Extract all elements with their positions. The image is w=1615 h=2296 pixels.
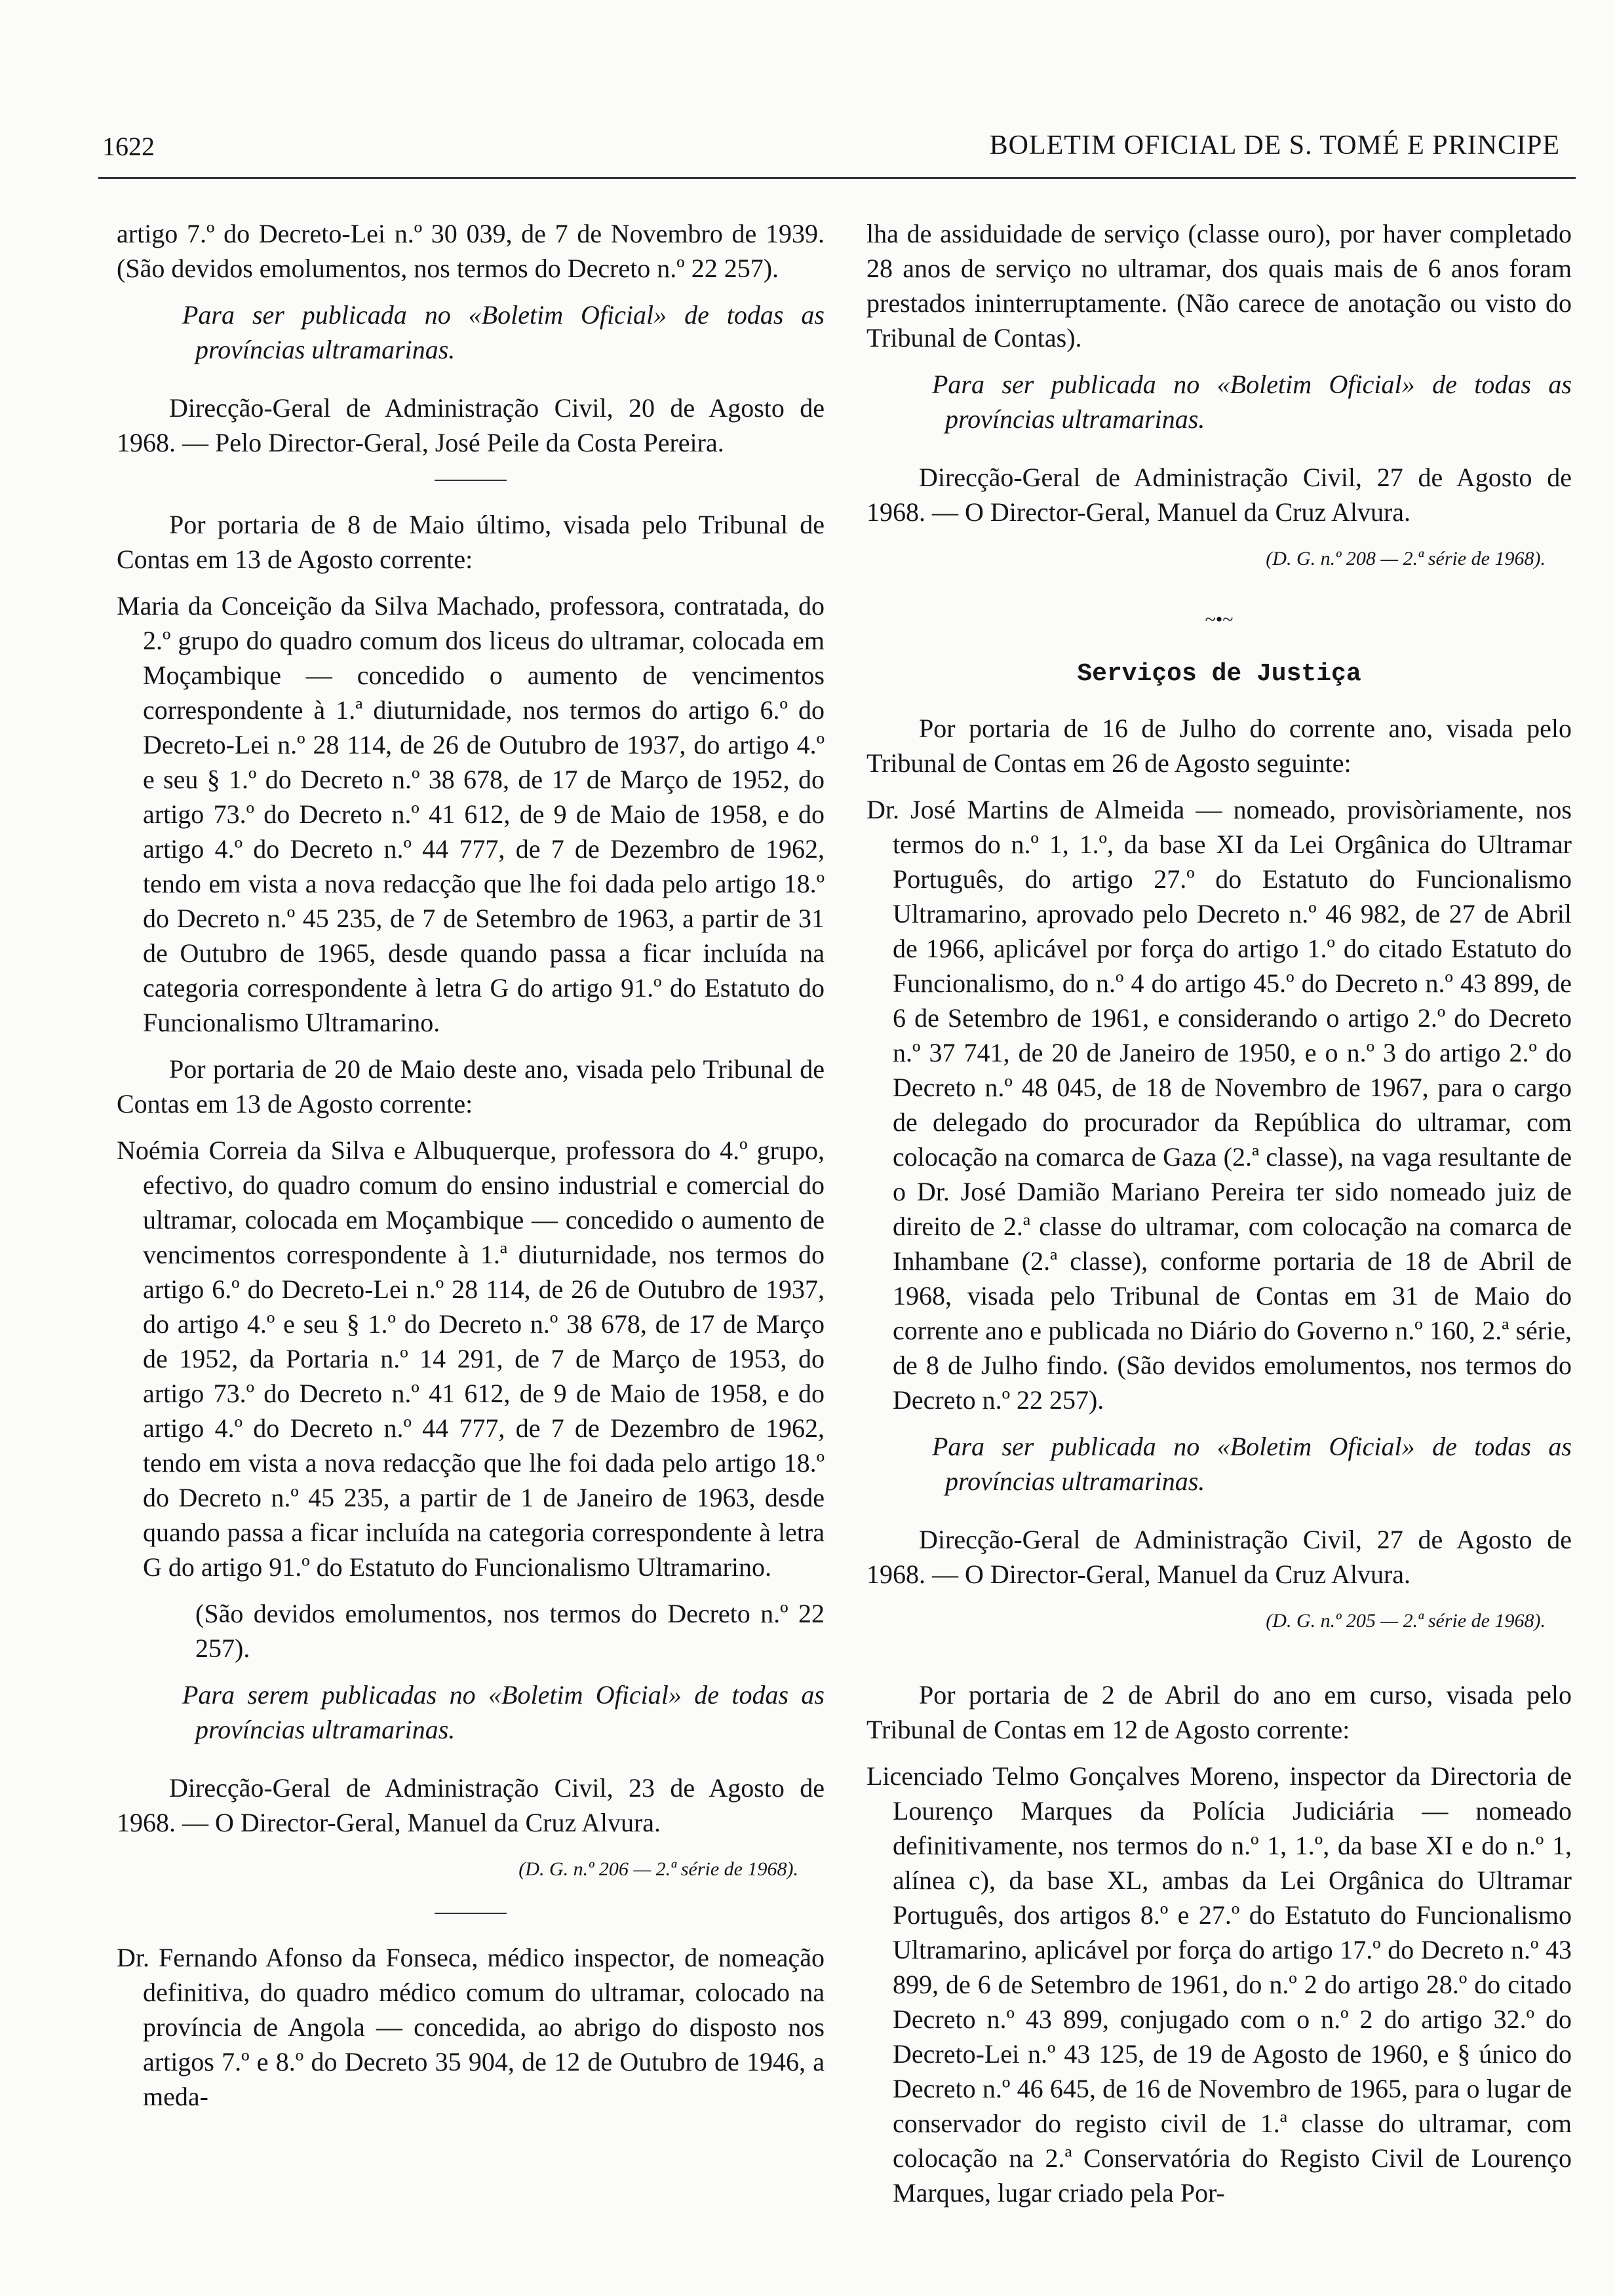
spacer <box>866 1664 1572 1677</box>
gazette-reference: (D. G. n.º 206 — 2.ª série de 1968). <box>518 1858 798 1880</box>
publication-note: Para ser publicada no «Boletim Oficial» de todas as províncias ultramarinas. <box>182 300 825 364</box>
publication-note: Para ser publicada no «Boletim Oficial» de todas as províncias ultramarinas. <box>932 1432 1572 1496</box>
gazette-reference: (D. G. n.º 205 — 2.ª série de 1968). <box>1266 1610 1546 1632</box>
portaria-entry: Noémia Correia da Silva e Albuquerque, professora do 4.º grupo, efectivo, do quadro comum do ensino industrial e comercial do ultramar, colocada em Moçambique — concedido o aumento de vencimentos correspondente à 1.ª diuturnidade, nos termos do artigo 6.º do Decreto-Lei n.º 28 114, de 26 de Outubro de 1937, do artigo 4.º e seu § 1.º do Decreto n.º 38 678, de 17 de Março de 1952, da Portaria n.º 14 291, de 7 de Março de 1953, do artigo 73.º do Decreto n.º 41 612, de 9 de Maio de 1958, e do artigo 4.º do Decreto n.º 44 777, de 7 de Dezembro de 1962, tendo em vista a nova redacção que lhe foi dada pelo artigo 18.º do Decreto n.º 45 235, a partir de 1 de Janeiro de 1963, desde quando passa a ficar incluída na categoria correspondente à letra G do artigo 91.º do Estatuto do Funcionalismo Ultramarino. <box>117 1136 825 1582</box>
header-rule <box>98 177 1576 179</box>
portaria-intro: Por portaria de 20 de Maio deste ano, visada pelo Tribunal de Contas em 13 de Agosto corrente: <box>117 1054 825 1119</box>
paragraph: artigo 7.º do Decreto-Lei n.º 30 039, de 7 de Novembro de 1939. (São devidos emolumentos, nos termos do Decreto n.º 22 257). <box>117 219 825 283</box>
section-heading: Serviços de Justiça <box>1077 660 1361 688</box>
section-divider <box>435 480 507 481</box>
portaria-entry: Dr. Fernando Afonso da Fonseca, médico inspector, de nomeação definitiva, do quadro médico comum do ultramar, colocado na província de Angola — concedida, ao abrigo do disposto nos artigos 7.º e 8.º do Decreto 35 904, de 12 de Outubro de 1946, a meda- <box>117 1943 825 2111</box>
paragraph: lha de assiduidade de serviço (classe ouro), por haver completado 28 anos de serviço no ultramar, dos quais mais de 6 anos foram prestados ininterruptamente. (Não carece de anotação ou visto do Tribunal de Contas). <box>866 219 1572 353</box>
publication-note: Para serem publicadas no «Boletim Oficial» de todas as províncias ultramarinas. <box>182 1680 825 1744</box>
emolument-note: (São devidos emolumentos, nos termos do Decreto n.º 22 257). <box>195 1599 825 1663</box>
portaria-intro: Por portaria de 8 de Maio último, visada pelo Tribunal de Contas em 13 de Agosto corrente: <box>117 510 825 574</box>
portaria-entry: Maria da Conceição da Silva Machado, professora, contratada, do 2.º grupo do quadro comum dos liceus do ultramar, colocada em Moçambique — concedido o aumento de vencimentos correspondente à 1.ª diuturnidade, nos termos do artigo 6.º do Decreto-Lei n.º 28 114, de 26 de Outubro de 1937, do artigo 4.º e seu § 1.º do Decreto n.º 38 678, de 17 de Março de 1952, do artigo 73.º do Decreto n.º 41 612, de 9 de Maio de 1958, e do artigo 4.º do Decreto n.º 44 777, de 7 de Dezembro de 1962, tendo em vista a nova redacção que lhe foi dada pelo artigo 18.º do Decreto n.º 45 235, de 7 de Setembro de 1963, a partir de 31 de Outubro de 1965, desde quando passa a ficar incluída na categoria correspondente à letra G do artigo 91.º do Estatuto do Funcionalismo Ultramarino. <box>117 591 825 1037</box>
publication-note: Para ser publicada no «Boletim Oficial» de todas as províncias ultramarinas. <box>932 370 1572 434</box>
gazette-reference: (D. G. n.º 208 — 2.ª série de 1968). <box>1266 548 1546 569</box>
signature-block: Direcção-Geral de Administração Civil, 27 de Agosto de 1968. — O Director-Geral, Manuel da Cruz Alvura. <box>866 463 1572 527</box>
portaria-entry: Licenciado Telmo Gonçalves Moreno, inspector da Directoria de Lourenço Marques da Polícia Judiciária — nomeado definitivamente, nos termos do n.º 1, 1.º, da base XI e do n.º 1, alínea c), da base XL, ambas da Lei Orgânica do Ultramar Português, dos artigos 8.º e 27.º do Estatuto do Funcionalismo Ultramarino, aplicável por força do artigo 17.º do Decreto n.º 43 899, de 6 de Setembro de 1961, do n.º 2 do artigo 28.º do citado Decreto n.º 43 899, conjugado com o n.º 2 do artigo 32.º do Decreto-Lei n.º 43 125, de 19 de Agosto de 1960, e § único do Decreto n.º 46 645, de 16 de Novembro de 1965, para o lugar de conservador do registo civil de 1.ª classe do ultramar, com colocação na 2.ª Conservatória do Registo Civil de Lourenço Marques, lugar criado pela Por- <box>866 1761 1572 2208</box>
publication-title: BOLETIM OFICIAL DE S. TOMÉ E PRINCIPE <box>989 130 1560 161</box>
section-divider <box>435 1913 507 1914</box>
signature-block: Direcção-Geral de Administração Civil, 23 de Agosto de 1968. — O Director-Geral, Manuel da Cruz Alvura. <box>117 1773 825 1837</box>
ornament-divider: ~•~ <box>1205 609 1234 630</box>
portaria-intro: Por portaria de 2 de Abril do ano em curso, visada pelo Tribunal de Contas em 12 de Agosto corrente: <box>866 1680 1572 1744</box>
portaria-entry: Dr. José Martins de Almeida — nomeado, provisòriamente, nos termos do n.º 1, 1.º, da base XI da Lei Orgânica do Ultramar Português, do artigo 27.º do Estatuto do Funcionalismo Ultramarino, aprovado pelo Decreto n.º 46 982, de 27 de Abril de 1966, aplicável por força do artigo 1.º do citado Estatuto do Funcionalismo, do n.º 4 do artigo 45.º do Decreto n.º 43 899, de 6 de Setembro de 1961, e considerando o artigo 2.º do Decreto n.º 37 741, de 20 de Janeiro de 1950, e o n.º 3 do artigo 2.º do Decreto n.º 48 045, de 18 de Novembro de 1967, para o cargo de delegado do procurador da República do ultramar, com colocação na comarca de Gaza (2.ª classe), na vaga resultante de o Dr. José Damião Mariano Pereira ter sido nomeado juiz de direito de 2.ª classe do ultramar, com colocação na comarca de Inhambane (2.ª classe), conforme portaria de 18 de Abril de 1968, visada pelo Tribunal de Contas em 31 de Maio do corrente ano e publicada no Diário do Governo n.º 160, 2.ª série, de 8 de Julho findo. (São devidos emolumentos, nos termos do Decreto n.º 22 257). <box>866 795 1572 1415</box>
signature-block: Direcção-Geral de Administração Civil, 27 de Agosto de 1968. — O Director-Geral, Manuel da Cruz Alvura. <box>866 1525 1572 1589</box>
left-column <box>117 216 825 2126</box>
right-column <box>866 216 1572 2222</box>
page-number: 1622 <box>102 132 155 161</box>
portaria-intro: Por portaria de 16 de Julho do corrente ano, visada pelo Tribunal de Contas em 26 de Agosto seguinte: <box>866 714 1572 778</box>
signature-block: Direcção-Geral de Administração Civil, 20 de Agosto de 1968. — Pelo Director-Geral, José Peile da Costa Pereira. <box>117 393 825 457</box>
